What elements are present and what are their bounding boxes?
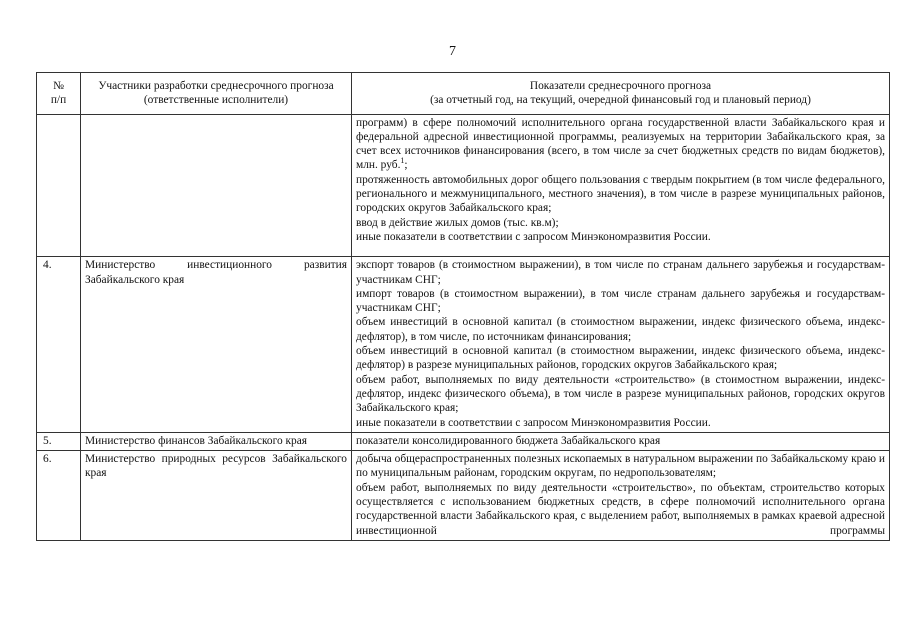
row-number: 6. xyxy=(37,451,81,541)
table-row xyxy=(37,257,890,433)
row-indicators xyxy=(352,432,890,450)
indicator-line: иные показатели в соответствии с запросом Минэкономразвития России. xyxy=(356,230,711,243)
cell-num xyxy=(37,114,81,257)
indicator-line: ввод в действие жилых домов (тыс. кв.м); xyxy=(356,216,559,229)
page-number: 7 xyxy=(449,44,456,59)
indicator-line: объем работ, выполняемых по виду деятельности «строительство», по объектам, строительство которых осуществляется с использованием бюджетных средств, в сфере полномочий исполнительного органа государственной власти Забайкальского края, с выделением работ, выполняемых в рамках краевой адресной инвестиционной программы xyxy=(356,481,885,537)
header-participants: Участники разработки среднесрочного прогноза (ответственные исполнители) xyxy=(81,73,352,115)
indicator-line: объем инвестиций в основной капитал (в стоимостном выражении, индекс физического объема, индекс-дефлятор) в разрезе муниципальных районов, городских округов Забайкальского края; xyxy=(356,345,885,372)
header-indicators: Показатели среднесрочного прогноза (за отчетный год, на текущий, очередной финансовый год и плановый период) xyxy=(352,73,890,115)
header-num: № п/п xyxy=(37,73,81,115)
cell-participant xyxy=(81,114,352,257)
indicator-line: иные показатели в соответствии с запросом Минэкономразвития России. xyxy=(356,416,711,429)
forecast-table xyxy=(36,72,890,541)
indicator-line: протяженность автомобильных дорог общего пользования с твердым покрытием (в том числе федерального, регионального и межмуниципального, местного значения), в том числе в разрезе муниципальных районов, городских округов Забайкальского края; xyxy=(356,173,885,215)
indicator-line: объем работ, выполняемых по виду деятельности «строительство» (в стоимостном выражении, индекс-дефлятор, индекс физического объема), в том числе в разрезе муниципальных районов, городских округов Забайкальского края; xyxy=(356,373,885,415)
cell-indicators xyxy=(352,114,890,257)
indicator-line: объем инвестиций в основной капитал (в стоимостном выражении, индекс физического объема, индекс-дефлятор), в том числе, по источникам финансирования; xyxy=(356,316,885,343)
indicator-line: экспорт товаров (в стоимостном выражении), в том числе по странам дальнего зарубежья и государствам-участникам СНГ; xyxy=(356,259,885,286)
table-header-row xyxy=(37,73,890,115)
row-number: 4. xyxy=(37,257,81,433)
row-participant: Министерство инвестиционного развития Забайкальского края xyxy=(81,257,352,433)
row-participant: Министерство природных ресурсов Забайкальского края xyxy=(81,451,352,541)
table-row xyxy=(37,432,890,450)
indicator-line: показатели консолидированного бюджета Забайкальского края xyxy=(356,434,661,447)
table-row xyxy=(37,451,890,541)
indicator-line: программ) в сфере полномочий исполнительного органа государственной власти Забайкальского края и федеральной адресной инвестиционной программы, реализуемых на территории Забайкальского края, за счет всех источников финансирования (всего, в том числе за счет бюджетных средств по видам бюджетов), млн. руб.$^1$; xyxy=(356,116,885,172)
row-indicators xyxy=(352,451,890,541)
indicator-line: импорт товаров (в стоимостном выражении), в том числе странам дальнего зарубежья и государствам-участникам СНГ; xyxy=(356,287,885,315)
row-participant: Министерство финансов Забайкальского края xyxy=(81,432,352,450)
indicator-line: добыча общераспространенных полезных ископаемых в натуральном выражении по Забайкальскому краю и по муниципальным районам, городским округам, по недропользователям; xyxy=(356,453,885,480)
row-number: 5. xyxy=(37,432,81,450)
table-row-continued xyxy=(37,114,890,257)
footnote-mark: 1 xyxy=(400,156,405,166)
row-indicators xyxy=(352,257,890,433)
